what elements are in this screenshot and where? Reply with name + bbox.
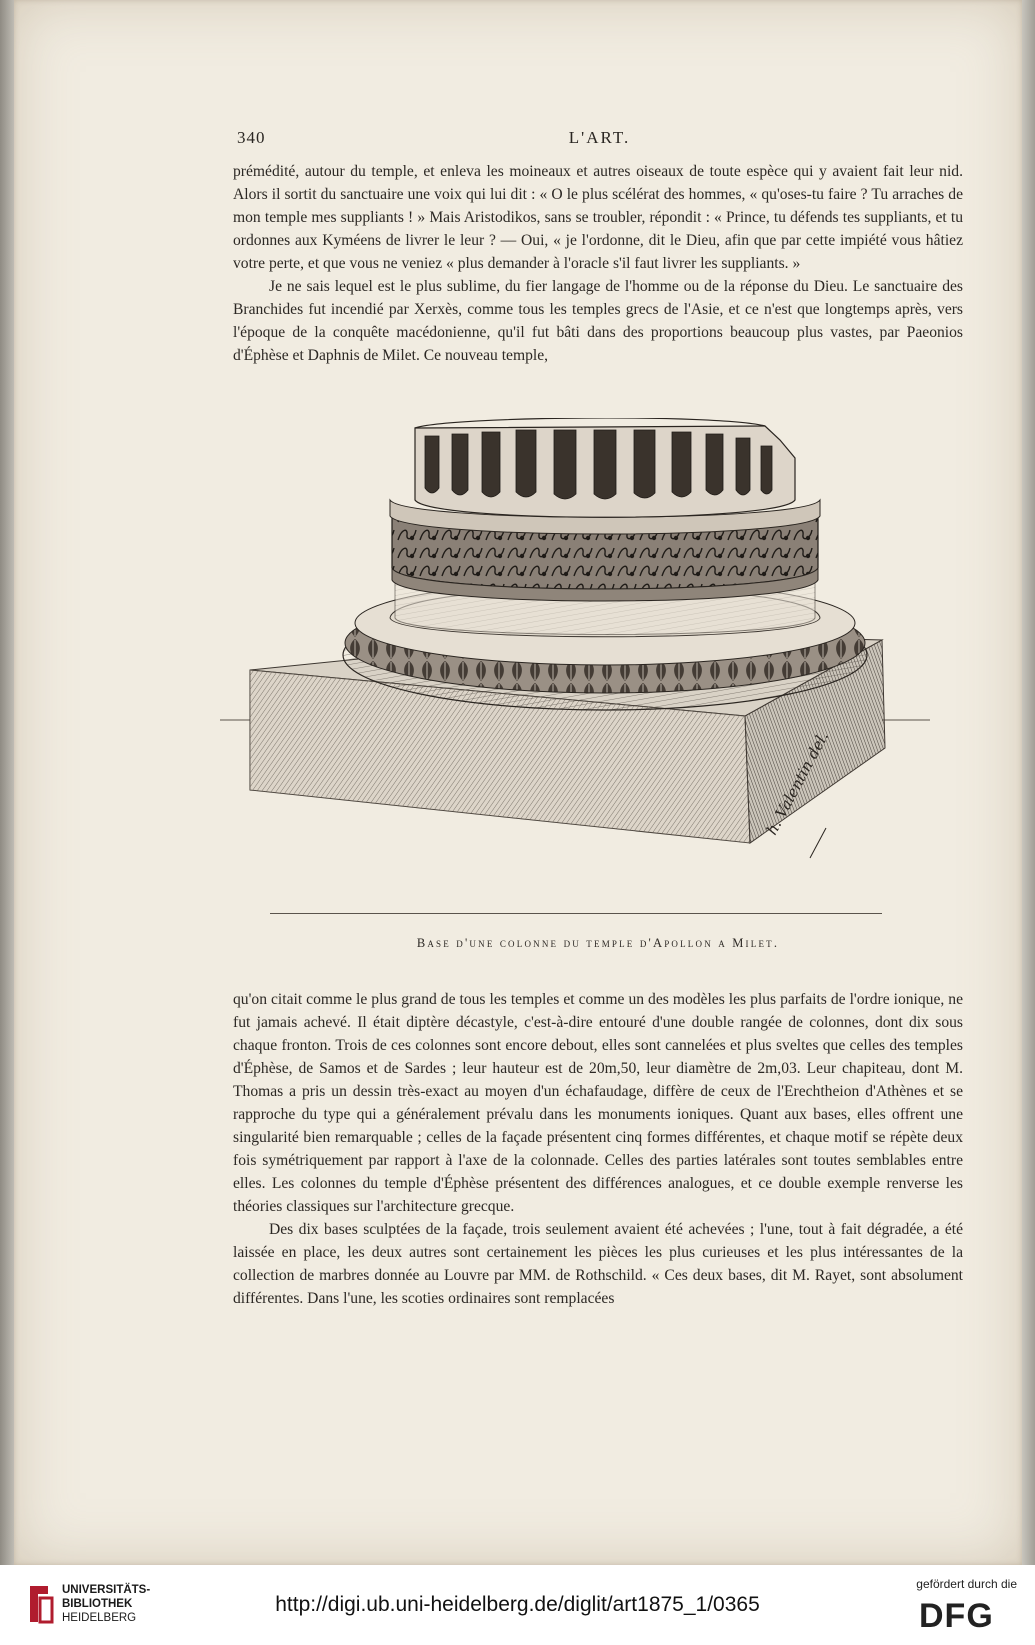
scan-edge-right — [1022, 0, 1035, 1565]
top-text-block — [233, 160, 963, 367]
permalink-url[interactable]: http://digi.ub.uni-heidelberg.de/diglit/art1875_1/0365 — [275, 1593, 760, 1616]
funding-label: gefördert durch die — [916, 1577, 1017, 1591]
viewer-footer — [0, 1565, 1035, 1645]
running-title: L'ART. — [568, 128, 631, 147]
bottom-text-block — [233, 988, 963, 1310]
svg-text:DFG: DFG — [919, 1597, 994, 1631]
library-name: UNIVERSITÄTS- BIBLIOTHEK HEIDELBERG — [62, 1584, 151, 1624]
caption-rule — [270, 913, 882, 914]
column-base-engraving — [220, 418, 976, 883]
figure-caption: Base d'une colonne du temple d'Apollon a Milet. — [416, 936, 780, 950]
page-header — [237, 128, 962, 152]
scan-edge-left — [0, 0, 14, 1565]
paragraph: qu'on citait comme le plus grand de tous les temples et comme un des modèles les plus parfaits de l'ordre ionique, ne fut jamais achevé. Il était diptère décastyle, c'est-à-dire entouré d'une double rangée de colonnes, dont dix sous chaque fronton. Trois de ces colonnes sont encore debout, elles sont cannelées et plus sveltes que celles des temples d'Éphèse, de Samos et de Sardes ; leur hauteur est de 20m,50, leur diamètre de 2m,03. Leur chapiteau, dont M. Thomas a pris un dessin très-exact au moyen d'un échafaudage, diffère de ceux de l'Erechtheion d'Athènes et se rapproche du type qui a généralement prévalu dans les monuments ioniques. Quant aux bases, elles offrent une singularité bien remarquable ; celles de la façade présentent cinq formes différentes, et chaque motif se répète deux fois symétriquement par rapport à l'axe de la colonnade. Celles des parties latérales sont toutes semblables entre elles. Les colonnes du temple d'Éphèse présentent des différences analogues, et ce double exemple renverse les théories classiques sur l'architecture grecque. — [233, 991, 963, 1215]
paragraph: prémédité, autour du temple, et enleva les moineaux et autres oiseaux de toute espèce qui y avaient fait leur nid. Alors il sortit du sanctuaire une voix qui lui dit : « O le plus scélérat des hommes, « qu'oses-tu faire ? Tu arraches de mon temple mes suppliants ! » Mais Aristodikos, sans se troubler, répondit : « Prince, tu défends tes suppliants, et tu ordonnes aux Kyméens de livrer le leur ? — Oui, « je l'ordonne, dit le Dieu, afin que par cette impiété vous hâtiez votre perte, et que vous ne veniez « plus demander à l'oracle s'il faut livrer les suppliants. » — [233, 163, 963, 272]
page-number: 340 — [237, 128, 266, 147]
artist-signature: h. Valentin del. — [762, 728, 833, 838]
paragraph: Je ne sais lequel est le plus sublime, du fier langage de l'homme ou de la réponse du Dieu. Le sanctuaire des Branchides fut incendié par Xerxès, comme tous les temples grecs de l'Asie, et ce n'est que longtemps après, vers l'époque de la conquête macédonienne, qu'il fut bâti dans des proportions beaucoup plus vastes, par Paeonios d'Éphèse et Daphnis de Milet. Ce nouveau temple, — [233, 278, 963, 364]
dfg-logo[interactable] — [917, 1595, 1017, 1631]
paragraph: Des dix bases sculptées de la façade, trois seulement avaient été achevées ; l'une, tout à fait dégradée, a été laissée en place, les deux autres sont certainement les pièces les plus curieuses et les plus intéressantes de la collection de marbres donnée au Louvre par MM. de Rothschild. « Ces deux bases, dit M. Rayet, sont absolument différentes. Dans l'une, les scoties ordinaires sont remplacées — [233, 1221, 963, 1307]
